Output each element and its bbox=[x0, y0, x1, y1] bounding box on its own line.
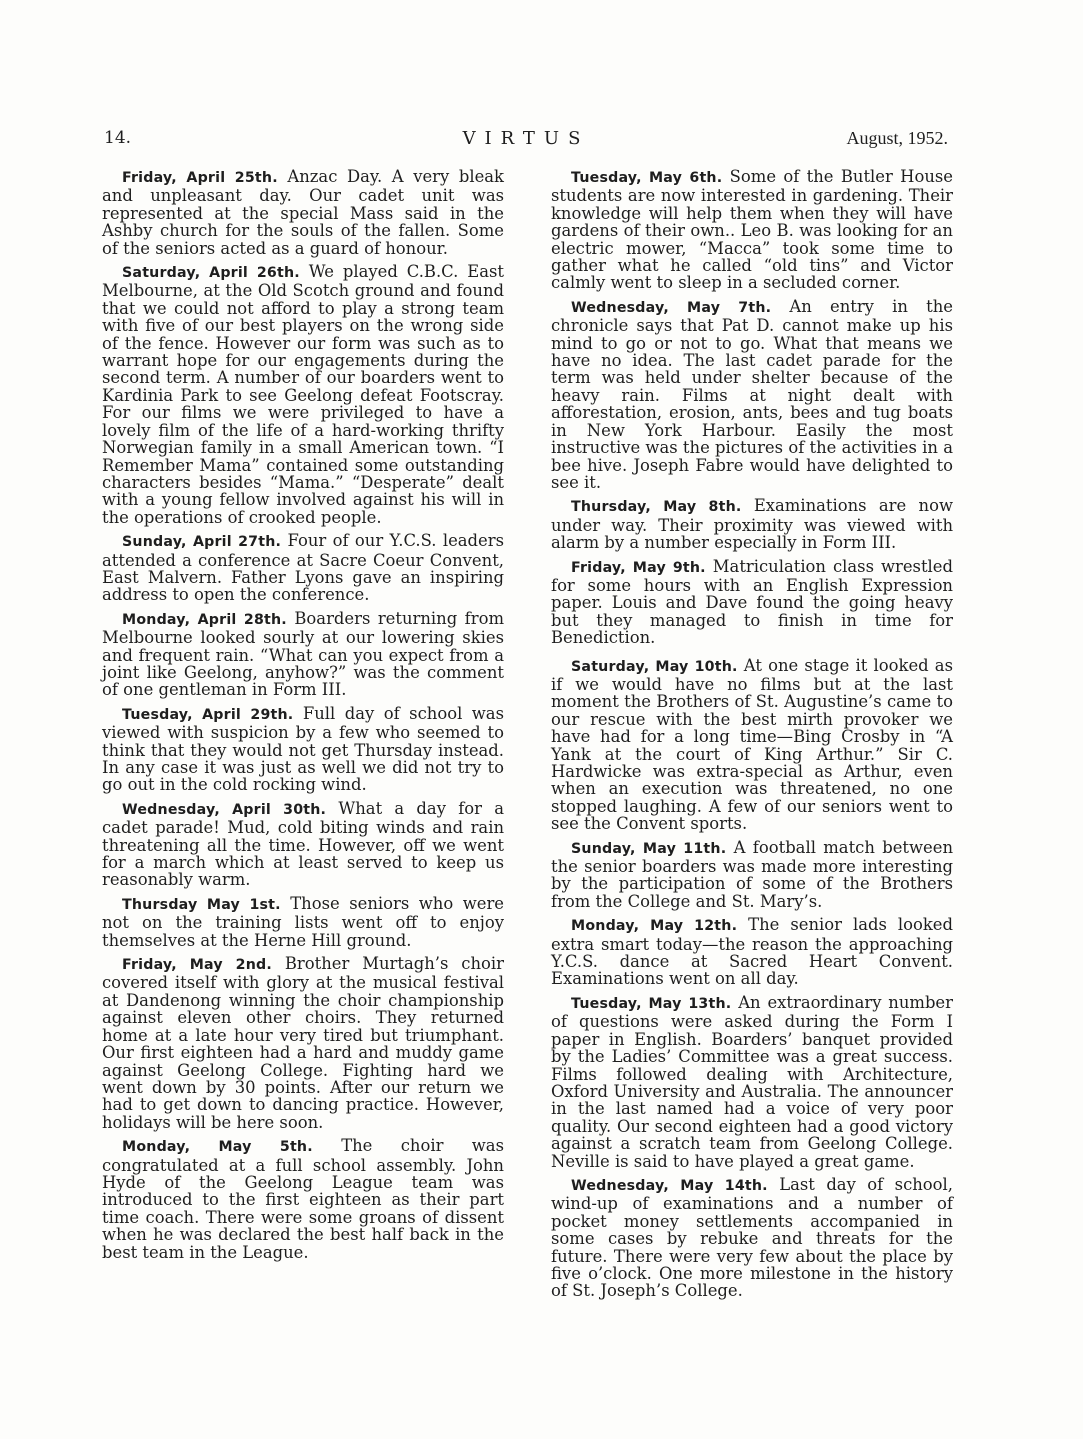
entry-date: Tuesday, May 13th. bbox=[571, 995, 732, 1012]
page-number: 14. bbox=[104, 128, 132, 148]
diary-entry bbox=[102, 532, 504, 604]
entry-text: At one stage it looked as if we would have no films but at the last moment the Brothers of St. Augustine’s came to our rescue with the best mirth provoker we have had for a long time—Bing Crosby in “A Yank at the court of King Arthur.” Sir C. Hardwicke was extra-special as Arthur, even when an execution was threatened, no one stopped laughing. A few of our seniors went to see the Convent sports. bbox=[551, 655, 953, 834]
diary-entry bbox=[551, 657, 953, 833]
entry-text: The senior lads looked extra smart today—the reason the approaching Y.C.S. dance at Sacred Heart Convent. Examinations went on all day. bbox=[551, 915, 953, 989]
entry-date: Thursday May 1st. bbox=[122, 896, 281, 913]
diary-entry bbox=[551, 168, 953, 292]
diary-entry bbox=[551, 839, 953, 911]
entry-text: A football match between the senior boarders was made more interesting by the participation of some of the Brothers from the College and St. Mary’s. bbox=[551, 837, 954, 911]
issue-date: August, 1952. bbox=[846, 128, 948, 148]
entry-date: Saturday, April 26th. bbox=[122, 265, 300, 282]
entry-date: Tuesday, May 6th. bbox=[571, 170, 723, 186]
publication-title: VIRTUS bbox=[462, 128, 590, 149]
diary-entry bbox=[102, 955, 504, 1131]
entry-text: An extraordinary number of questions were asked during the Form I paper in English. Boarders’ banquet provided by the Ladies’ Committee was a great success. Films followed dealing with Architecture, Oxford University and Australia. The announcer in the last named had a voice of very poor quality. Our second eighteen had a good victory against a scratch team from Geelong College. Neville is said to have played a great game. bbox=[551, 992, 953, 1171]
entry-date: Monday, April 28th. bbox=[122, 611, 287, 628]
diary-entry bbox=[102, 263, 504, 526]
left-column bbox=[102, 168, 504, 1267]
right-column bbox=[551, 168, 953, 1306]
entry-date: Friday, May 2nd. bbox=[122, 957, 272, 974]
diary-entry bbox=[551, 916, 953, 988]
diary-entry bbox=[102, 800, 504, 889]
entry-text: We played C.B.C. East Melbourne, at the Old Scotch ground and found that we could not afford to play a strong team with five of our best players on the wrong side of the fence. However our form was such as to warrant hope for our engagements during the second term. A number of our boarders went to Kardinia Park to see Geelong defeat Footscray. For our films we were privileged to have a lovely film of the life of a hard-working thrifty Norwegian family in a small American town. “I Remember Mama” contained some outstanding characters besides “Mama.” “Desperate” dealt with a young fellow involved against his will in the operations of crooked people. bbox=[102, 262, 504, 527]
entry-text: Last day of school, wind-up of examinations and a number of pocket money settlements accompanied in some cases by rebuke and threats for the future. There were very few about the place by five o’clock. One more milestone in the history of St. Joseph’s College. bbox=[551, 1174, 953, 1301]
entry-date: Wednesday, April 30th. bbox=[122, 801, 327, 818]
entry-text: Some of the Butler House students are now interested in gardening. Their knowledge will help them when they will have gardens of their own.. Leo B. was looking for an electric mower, “Macca” took some time to gather what he called “old tins” and Victor calmly went to sleep in a secluded corner. bbox=[551, 167, 953, 293]
entry-date: Wednesday, May 14th. bbox=[571, 1177, 768, 1194]
entry-text: The choir was congratulated at a full school assembly. John Hyde of the Geelong League team was introduced to the first eighteen as their part time coach. There were some groans of dissent when he was declared the best half back in the best team in the League. bbox=[102, 1136, 504, 1262]
entry-text: Examinations are now under way. Their proximity was viewed with alarm by a number especially in Form III. bbox=[551, 496, 953, 553]
entry-date: Friday, April 25th. bbox=[122, 170, 278, 186]
entry-text: An entry in the chronicle says that Pat D. cannot make up his mind to go or not to go. What that means we have no idea. The last cadet parade for the term was held under shelter because of the heavy rain. Films at night dealt with afforestation, erosion, ants, bees and tug boats in New York Harbour. Easily the most instructive was the pictures of the activities in a bee hive. Joseph Fabre would have delighted to see it. bbox=[551, 296, 953, 492]
diary-entry bbox=[102, 168, 504, 257]
entry-date: Tuesday, April 29th. bbox=[122, 706, 294, 723]
entry-date: Thursday, May 8th. bbox=[571, 499, 742, 516]
entry-date: Sunday, May 11th. bbox=[571, 840, 727, 857]
diary-entry bbox=[551, 1176, 953, 1300]
entry-date: Wednesday, May 7th. bbox=[571, 299, 772, 316]
entry-date: Monday, May 5th. bbox=[122, 1139, 313, 1156]
entry-text: Brother Murtagh’s choir covered itself with glory at the musical festival at Dandenong winning the choir championship against eleven other choirs. They returned home at a late hour very tired but triumphant. Our first eighteen had a hard and muddy game against Geelong College. Fighting hard we went down by 30 points. After our return we had to get down to dancing practice. However, holidays will be here soon. bbox=[102, 954, 504, 1132]
entry-date: Friday, May 9th. bbox=[571, 559, 706, 576]
entry-text: What a day for a cadet parade! Mud, cold biting winds and rain threatening all the time. However, off we went for a march which at least served to keep us reasonably warm. bbox=[102, 798, 504, 890]
entry-text: Anzac Day. A very bleak and unpleasant day. Our cadet unit was represented at the special Mass said in the Ashby church for the souls of the fallen. Some of the seniors acted as a guard of honour. bbox=[102, 167, 504, 258]
diary-entry bbox=[551, 298, 953, 491]
entry-text: Those seniors who were not on the training lists went off to enjoy themselves at the Herne Hill ground. bbox=[102, 893, 504, 950]
diary-entry bbox=[102, 1137, 504, 1261]
entry-text: Boarders returning from Melbourne looked sourly at our lowering skies and frequent rain. “What can you expect from a joint like Geelong, anyhow?” was the comment of one gentleman in Form III. bbox=[102, 608, 504, 700]
entry-date: Monday, May 12th. bbox=[571, 918, 738, 935]
page-header bbox=[104, 128, 948, 156]
diary-entry bbox=[102, 705, 504, 794]
entry-date: Sunday, April 27th. bbox=[122, 534, 282, 551]
diary-entry bbox=[551, 994, 953, 1170]
entry-text: Full day of school was viewed with suspicion by a few who seemed to think that they would not get Thursday instead. In any case it was just as well we did not try to go out in the cold rocking wind. bbox=[102, 703, 504, 795]
diary-entry bbox=[102, 610, 504, 699]
entry-text: Matriculation class wrestled for some hours with an English Expression paper. Louis and Dave found the going heavy but they managed to finish in time for Benediction. bbox=[551, 556, 953, 648]
entry-date: Saturday, May 10th. bbox=[571, 658, 738, 675]
entry-text: Four of our Y.C.S. leaders attended a conference at Sacre Coeur Convent, East Malvern. Father Lyons gave an inspiring address to open the conference. bbox=[102, 531, 504, 605]
diary-entry bbox=[551, 497, 953, 551]
diary-entry bbox=[551, 558, 953, 647]
diary-entry bbox=[102, 895, 504, 949]
